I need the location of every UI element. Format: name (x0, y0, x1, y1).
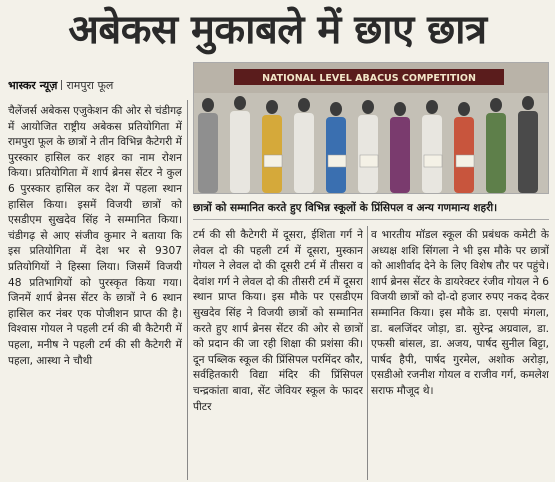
article-column-1 (8, 104, 182, 480)
news-photo (193, 62, 549, 194)
article-column-2 (193, 228, 363, 480)
byline (8, 78, 113, 94)
article-text-1: चैलेंजर्स अबेकस एजुकेशन की ओर से चंडीगढ़ में आयोजित राष्ट्रीय अबेकस प्रतियोगिता में रामपुरा फूल के छात्रों ने तीन विभिन्न कैटेगरी में पुरस्कार हासिल कर शहर का नाम रोशन किया। प्रतियोगिता में शार्प ब्रेनस सेंटर ने कुल 6 पुरस्कार हासिल कर देश में पहला स्थान हासिल किया। इसमें विजयी छात्रों को एसडीएम सुखदेव सिंह ने सम्मानित किया। चंडीगढ़ से आए संजीव कुमार ने बताया कि इस प्रतियोगिता में देश भर से 9307 प्रतियोगियों ने हिस्सा लिया। जिसमें विजयी 48 प्रतिभागियों को पुरस्कृत किया गया। जिनमें शार्प ब्रेनस सेंटर के छात्रों ने 6 स्थान हासिल कर नंबर एक पोजीशन प्राप्त की है। विश्वास गोयल ने पहली टर्म की बी कैटेगरी में पहला, मनीष ने पहली टर्म की सी कैटेगरी में पहला, आस्था ने चौथी (8, 105, 182, 367)
column-rule-1 (187, 100, 188, 480)
byline-divider (61, 80, 62, 90)
banner-text: NATIONAL LEVEL ABACUS COMPETITION (262, 73, 476, 84)
headline: अबेकस मुकाबले में छाए छात्र (68, 7, 487, 53)
column-rule-2 (367, 226, 368, 480)
article-column-3 (371, 228, 549, 480)
photo-caption: छात्रों को सम्मानित करते हुए विभिन्न स्कूलों के प्रिंसिपल व अन्य गणमान्य शहरी। (193, 197, 549, 220)
group-photo-illustration (194, 63, 548, 193)
byline-place: रामपुरा फूल (66, 79, 114, 92)
article-text-2: टर्म की सी कैटेगरी में दूसरा, ईशिता गर्ग ने लेवल दो की पहली टर्म में दूसरा, मुस्कान गोयल ने लेवल दो की दूसरी टर्म में तीसरा व देवांश गर्ग ने लेवल दो की तीसरी टर्म में दूसरा स्थान प्राप्त किया। इस मौके पर एसडीएम सुखदेव सिंह ने विजयी छात्रों को सम्मानित करते हुए शार्प ब्रेनस सेंटर की ओर से छात्रों को प्रदान की जा रही शिक्षा की प्रशंसा की। दून पब्लिक स्कूल की प्रिंसिपल परमिंदर कौर, सर्वहितकारी विद्या मंदिर की प्रिंसिपल चन्द्रकांता बावा, सेंट जेवियर स्कूल के फादर पीटर (193, 229, 363, 413)
byline-source: भास्कर न्यूज़ (8, 79, 58, 92)
article-text-3: व भारतीय मॉडल स्कूल की प्रबंधक कमेटी के अध्यक्ष शशि सिंगला ने भी इस मौके पर छात्रों को आशीर्वाद देने के लिए विशेष तौर पर पहुंचे। शार्प ब्रेनस सेंटर के डायरेक्टर रंजीव गोयल ने 6 विजयी छात्रों को दो-दो हजार रुपए नकद देकर सम्मानित किया। इस मौके डा. एसपी मंगला, डा. बलजिंदर जोड़ा, डा. सुरेन्द्र अग्रवाल, डा. एफसी बांसल, डा. अजय, पार्षद सुनील बिट्टा, पार्षद हैपी, पार्षद गुरमेल, अशोक अरोड़ा, एसडीओ रजनीश गोयल व राजीव गर्ग, कमलेश सराफ मौजूद थे। (371, 229, 549, 397)
